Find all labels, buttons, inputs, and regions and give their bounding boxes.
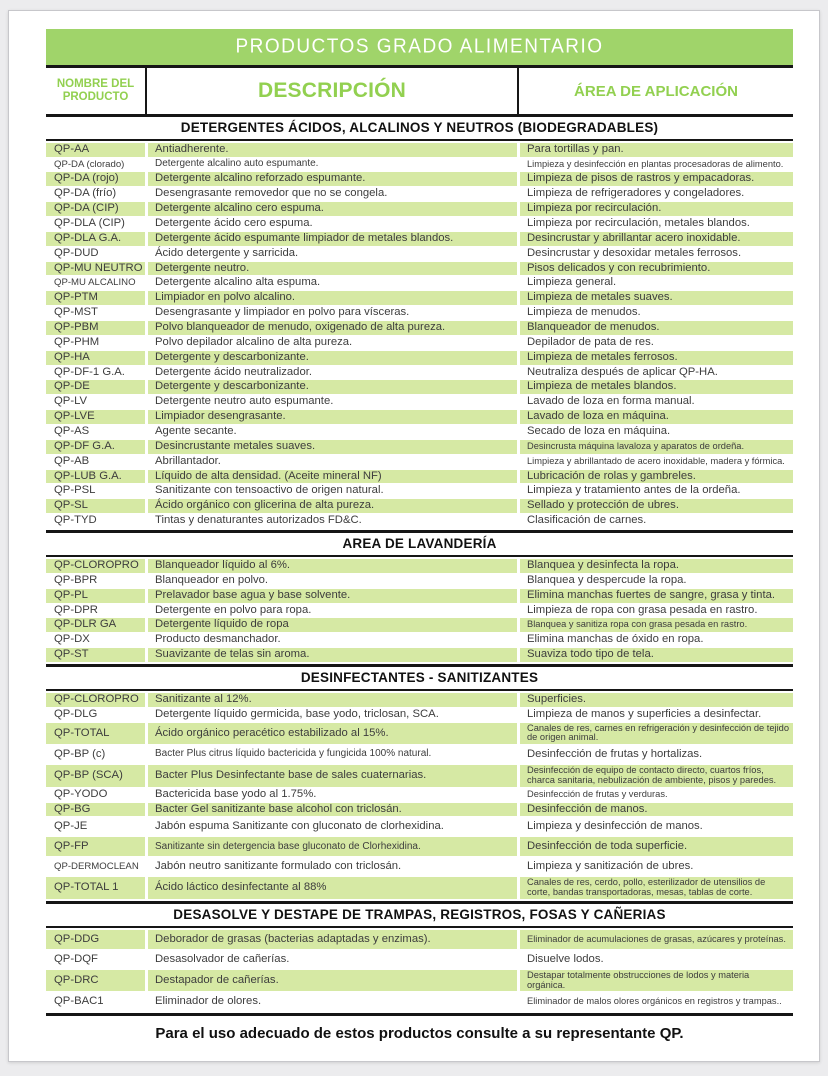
cell-area: Limpieza y tratamiento antes de la ordeña. <box>527 484 741 497</box>
table-row <box>46 187 793 201</box>
cell-desc: Detergente líquido germicida, base yodo, triclosan, SCA. <box>155 707 439 720</box>
cell-area: Elimina manchas fuertes de sangre, grasa y tinta. <box>520 589 793 603</box>
cell-name: QP-DX <box>54 633 90 646</box>
cell-desc: Sanitizante sin detergencia base gluconato de Clorhexidina. <box>148 837 517 856</box>
cell-name: QP-DA (clorado) <box>54 158 125 170</box>
cell-desc: Detergente ácido neutralizador. <box>155 365 313 378</box>
footer <box>46 1013 793 1043</box>
table-section <box>46 114 793 530</box>
section-rows <box>46 691 793 901</box>
document-page <box>8 10 820 1062</box>
table-row <box>46 992 793 1011</box>
cell-desc: Detergente neutro. <box>148 262 517 276</box>
cell-desc: Deborador de grasas (bacterias adaptadas y enzimas). <box>148 930 517 949</box>
table-row <box>46 574 793 588</box>
cell-name: QP-PL <box>46 589 145 603</box>
cell-desc: Suavizante de telas sin aroma. <box>148 648 517 662</box>
cell-desc: Desengrasante y limpiador en polvo para vísceras. <box>155 306 410 319</box>
cell-desc: Tintas y denaturantes autorizados FD&C. <box>155 514 362 527</box>
cell-desc: Polvo blanqueador de menudo, oxigenado de alta pureza. <box>148 321 517 335</box>
cell-area: Blanquea y sanitiza ropa con grasa pesada en rastro. <box>520 618 793 632</box>
cell-area: Limpieza de metales suaves. <box>520 291 793 305</box>
cell-desc: Detergente líquido de ropa <box>148 618 517 632</box>
cell-area: Depilador de pata de res. <box>527 335 654 348</box>
table-row <box>46 723 793 745</box>
section-title: AREA DE LAVANDERÍA <box>46 530 793 557</box>
cell-desc: Bacter Plus Desinfectante base de sales cuaternarias. <box>148 765 517 787</box>
table-row <box>46 604 793 618</box>
cell-desc: Ácido orgánico peracético estabilizado al 15%. <box>148 723 517 745</box>
table-row <box>46 633 793 647</box>
table-row <box>46 499 793 513</box>
cell-name: QP-DLA (CIP) <box>54 216 125 229</box>
cell-name: QP-AB <box>54 454 90 467</box>
cell-area: Limpieza general. <box>527 276 617 289</box>
table-row <box>46 803 793 817</box>
table-row <box>46 217 793 231</box>
cell-desc: Detergente y descarbonizante. <box>148 351 517 365</box>
cell-desc: Jabón espuma Sanitizante con gluconato de clorhexidina. <box>155 820 444 832</box>
cell-name: QP-LUB G.A. <box>46 470 145 484</box>
cell-area: Elimina manchas de óxido en ropa. <box>527 633 704 646</box>
table-row <box>46 470 793 484</box>
table-row <box>46 306 793 320</box>
cell-desc: Bacter Gel sanitizante base alcohol con triclosán. <box>148 803 517 817</box>
cell-area: Neutraliza después de aplicar QP-HA. <box>527 365 718 378</box>
cell-desc: Detergente alcalino alta espuma. <box>155 276 321 289</box>
cell-desc: Sanitizante con tensoactivo de origen natural. <box>155 484 384 497</box>
cell-name: QP-MU NEUTRO <box>46 262 145 276</box>
cell-name: QP-AS <box>54 424 90 437</box>
cell-name: QP-DF G.A. <box>46 440 145 454</box>
cell-name: QP-ST <box>46 648 145 662</box>
table-row <box>46 425 793 439</box>
table-row <box>46 708 793 722</box>
table-row <box>46 247 793 261</box>
cell-area: Destapar totalmente obstrucciones de lodos y materia orgánica. <box>520 970 793 992</box>
cell-area: Lubricación de rolas y gambreles. <box>520 470 793 484</box>
cell-name: QP-CLOROPRO <box>46 693 145 707</box>
table-row <box>46 336 793 350</box>
cell-area: Superficies. <box>520 693 793 707</box>
cell-name: QP-DDG <box>46 930 145 949</box>
cell-desc: Jabón neutro sanitizante formulado con triclosán. <box>155 860 402 872</box>
table-row <box>46 788 793 802</box>
cell-name: QP-SL <box>46 499 145 513</box>
table-row <box>46 232 793 246</box>
cell-name: QP-BP (c) <box>54 747 106 760</box>
cell-area: Limpieza de metales ferrosos. <box>520 351 793 365</box>
title-banner <box>46 29 793 65</box>
cell-area: Lavado de loza en forma manual. <box>527 395 695 408</box>
cell-desc: Detergente ácido espumante limpiador de metales blandos. <box>148 232 517 246</box>
cell-desc: Desengrasante removedor que no se congela. <box>155 187 388 200</box>
cell-desc: Detergente alcalino cero espuma. <box>148 202 517 216</box>
cell-area: Limpieza de ropa con grasa pesada en rastro. <box>527 603 758 616</box>
cell-desc: Detergente alcalino reforzado espumante. <box>148 172 517 186</box>
cell-area: Limpieza de refrigeradores y congeladores. <box>527 187 745 200</box>
cell-desc: Desincrustante metales suaves. <box>148 440 517 454</box>
cell-area: Disuelve lodos. <box>527 952 604 965</box>
cell-area: Limpieza de pisos de rastros y empacadoras. <box>520 172 793 186</box>
table-row <box>46 648 793 662</box>
cell-name: QP-DLR GA <box>46 618 145 632</box>
cell-desc: Polvo depilador alcalino de alta pureza. <box>155 335 353 348</box>
cell-area: Desinfección de manos. <box>520 803 793 817</box>
cell-desc: Detergente alcalino auto espumante. <box>155 158 319 170</box>
cell-desc: Líquido de alta densidad. (Aceite mineral NF) <box>148 470 517 484</box>
cell-area: Desincrustar y abrillantar acero inoxidable. <box>520 232 793 246</box>
cell-name: QP-LV <box>54 395 88 408</box>
cell-area: Pisos delicados y con recubrimiento. <box>520 262 793 276</box>
cell-desc: Blanqueador líquido al 6%. <box>148 559 517 573</box>
cell-desc: Ácido detergente y sarricida. <box>155 246 299 259</box>
table-row <box>46 276 793 290</box>
table-row <box>46 484 793 498</box>
cell-area: Secado de loza en máquina. <box>527 424 671 437</box>
cell-desc: Bactericida base yodo al 1.75%. <box>155 787 317 800</box>
cell-name: QP-DE <box>46 380 145 394</box>
cell-desc: Desasolvador de cañerías. <box>155 952 290 965</box>
cell-area: Desinfección de toda superficie. <box>520 837 793 856</box>
table-row <box>46 351 793 365</box>
column-header-application-area: ÁREA DE APLICACIÓN <box>574 82 738 100</box>
table-row <box>46 143 793 157</box>
cell-area: Canales de res, carnes en refrigeración y desinfección de tejido de origen animal. <box>520 723 793 745</box>
table-row <box>46 745 793 764</box>
cell-desc: Eliminador de olores. <box>155 995 262 1007</box>
cell-desc: Detergente en polvo para ropa. <box>155 603 312 616</box>
cell-area: Limpieza y sanitización de ubres. <box>527 860 694 872</box>
table-row <box>46 618 793 632</box>
cell-name: QP-DRC <box>46 970 145 992</box>
cell-desc: Detergente ácido cero espuma. <box>155 216 313 229</box>
cell-name: QP-PSL <box>54 484 96 497</box>
cell-area: Para tortillas y pan. <box>520 143 793 157</box>
section-title: DETERGENTES ÁCIDOS, ALCALINOS Y NEUTROS (BIODEGRADABLES) <box>46 114 793 141</box>
cell-area: Suaviza todo tipo de tela. <box>520 648 793 662</box>
section-rows <box>46 928 793 1014</box>
section-title: DESASOLVE Y DESTAPE DE TRAMPAS, REGISTROS, FOSAS Y CAÑERIAS <box>46 901 793 928</box>
cell-area: Limpieza por recirculación. <box>520 202 793 216</box>
cell-name: QP-DLG <box>54 707 98 720</box>
cell-name: QP-DERMOCLEAN <box>54 860 139 872</box>
column-header-row <box>46 65 793 114</box>
cell-desc: Antiadherente. <box>148 143 517 157</box>
cell-name: QP-BAC1 <box>54 995 104 1007</box>
cell-area: Limpieza por recirculación, metales blandos. <box>527 216 750 229</box>
column-header-product-name: NOMBRE DEL PRODUCTO <box>46 68 147 114</box>
cell-desc: Limpiador desengrasante. <box>148 410 517 424</box>
table-row <box>46 877 793 899</box>
cell-desc: Abrillantador. <box>155 454 221 467</box>
cell-name: QP-BP (SCA) <box>46 765 145 787</box>
cell-area: Limpieza de manos y superficies a desinfectar. <box>527 707 762 720</box>
cell-area: Limpieza y desinfección de manos. <box>527 820 703 832</box>
page-title: PRODUCTOS GRADO ALIMENTARIO <box>235 35 604 58</box>
table-row <box>46 321 793 335</box>
table-row <box>46 202 793 216</box>
table-row <box>46 172 793 186</box>
cell-name: QP-FP <box>46 837 145 856</box>
cell-desc: Detergente neutro auto espumante. <box>155 395 334 408</box>
table-row <box>46 559 793 573</box>
cell-area: Clasificación de carnes. <box>527 514 647 527</box>
cell-area: Blanquea y despercude la ropa. <box>527 573 687 586</box>
table-row <box>46 589 793 603</box>
cell-area: Desincrusta máquina lavaloza y aparatos de ordeña. <box>520 440 793 454</box>
cell-area: Desinfección de frutas y verduras. <box>527 788 668 799</box>
cell-name: QP-JE <box>54 820 88 832</box>
table-row <box>46 930 793 949</box>
cell-desc: Limpiador en polvo alcalino. <box>148 291 517 305</box>
table-row <box>46 857 793 876</box>
cell-name: QP-YODO <box>54 787 108 800</box>
cell-name: QP-MST <box>54 306 98 319</box>
cell-name: QP-TOTAL <box>46 723 145 745</box>
cell-area: Desinfección de frutas y hortalizas. <box>527 747 703 760</box>
cell-desc: Detergente y descarbonizante. <box>148 380 517 394</box>
cell-name: QP-DA (CIP) <box>46 202 145 216</box>
cell-area: Limpieza de menudos. <box>527 306 641 319</box>
cell-name: QP-DUD <box>54 246 99 259</box>
cell-name: QP-BPR <box>54 573 98 586</box>
table-row <box>46 693 793 707</box>
cell-name: QP-PTM <box>46 291 145 305</box>
table-section <box>46 530 793 664</box>
cell-desc: Ácido orgánico con glicerina de alta pureza. <box>148 499 517 513</box>
cell-area: Limpieza y desinfección en plantas procesadoras de alimento. <box>527 158 784 169</box>
cell-desc: Agente secante. <box>155 424 237 437</box>
cell-area: Limpieza de metales blandos. <box>520 380 793 394</box>
cell-desc: Prelavador base agua y base solvente. <box>148 589 517 603</box>
cell-name: QP-BG <box>46 803 145 817</box>
table-row <box>46 514 793 528</box>
cell-desc: Bacter Plus citrus líquido bactericida y fungicida 100% natural. <box>155 748 432 760</box>
cell-desc: Destapador de cañerías. <box>148 970 517 992</box>
cell-name: QP-DA (frío) <box>54 187 117 200</box>
cell-desc: Sanitizante al 12%. <box>148 693 517 707</box>
cell-name: QP-AA <box>46 143 145 157</box>
cell-desc: Producto desmanchador. <box>155 633 281 646</box>
table-row <box>46 366 793 380</box>
cell-area: Eliminador de malos olores orgánicos en registros y trampas.. <box>527 996 782 1007</box>
cell-area: Canales de res, cerdo, pollo, esterilizador de utensilios de corte, bandas transportadoras, mesas, tablas de corte. <box>520 877 793 899</box>
cell-name: QP-DA (rojo) <box>46 172 145 186</box>
table-row <box>46 380 793 394</box>
table-row <box>46 395 793 409</box>
cell-name: QP-TOTAL 1 <box>46 877 145 899</box>
cell-name: QP-CLOROPRO <box>46 559 145 573</box>
table-section <box>46 901 793 1014</box>
table-row <box>46 837 793 856</box>
cell-area: Desinfección de equipo de contacto directo, cuartos fríos, charca sanitaria, nebulización de ambiente, pisos y paredes. <box>520 765 793 787</box>
table-row <box>46 970 793 992</box>
cell-area: Blanquea y desinfecta la ropa. <box>520 559 793 573</box>
cell-name: QP-DLA G.A. <box>46 232 145 246</box>
cell-area: Lavado de loza en máquina. <box>520 410 793 424</box>
table-row <box>46 158 793 172</box>
cell-area: Limpieza y abrillantado de acero inoxidable, madera y fórmica. <box>527 455 785 466</box>
cell-name: QP-DF-1 G.A. <box>54 365 125 378</box>
table-row <box>46 440 793 454</box>
section-rows <box>46 557 793 664</box>
cell-area: Eliminador de acumulaciones de grasas, azúcares y proteínas. <box>520 930 793 949</box>
table-row <box>46 950 793 969</box>
cell-name: QP-TYD <box>54 514 97 527</box>
table-section <box>46 664 793 901</box>
cell-area: Blanqueador de menudos. <box>520 321 793 335</box>
cell-name: QP-DQF <box>54 952 98 965</box>
table-row <box>46 455 793 469</box>
table-row <box>46 262 793 276</box>
cell-area: Desincrustar y desoxidar metales ferrosos. <box>527 246 742 259</box>
table-row <box>46 410 793 424</box>
table-row <box>46 765 793 787</box>
footer-note: Para el uso adecuado de estos productos consulte a su representante QP. <box>155 1025 684 1043</box>
cell-name: QP-LVE <box>46 410 145 424</box>
cell-desc: Ácido láctico desinfectante al 88% <box>148 877 517 899</box>
cell-desc: Blanqueador en polvo. <box>155 573 269 586</box>
table-row <box>46 817 793 836</box>
cell-name: QP-MU ALCALINO <box>54 277 136 289</box>
table-row <box>46 291 793 305</box>
cell-name: QP-HA <box>46 351 145 365</box>
cell-name: QP-DPR <box>54 603 98 616</box>
cell-area: Sellado y protección de ubres. <box>520 499 793 513</box>
section-title: DESINFECTANTES - SANITIZANTES <box>46 664 793 691</box>
section-rows <box>46 141 793 530</box>
table-body <box>46 114 793 1013</box>
cell-name: QP-PHM <box>54 335 100 348</box>
cell-name: QP-PBM <box>46 321 145 335</box>
column-header-description: DESCRIPCIÓN <box>147 68 519 114</box>
